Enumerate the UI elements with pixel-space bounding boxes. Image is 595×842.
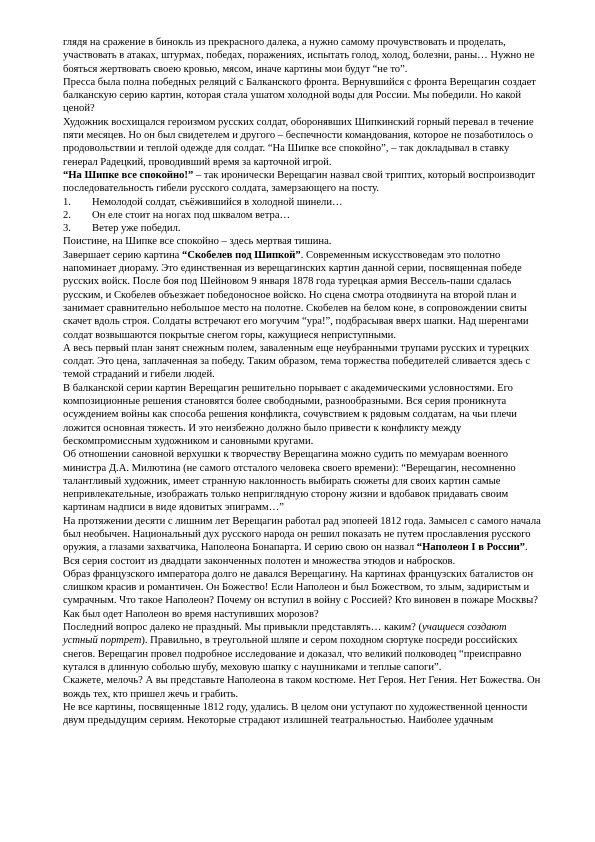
triptych-list <box>63 196 541 236</box>
document-page <box>63 36 541 727</box>
napoleon-series-title: “Наполеон I в России” <box>416 542 525 554</box>
list-item: 3. Ветер уже победил. <box>63 223 181 235</box>
triptych-title: “На Шипке все спокойно!” <box>63 169 194 181</box>
paragraph-paintings-1812: Не все картины, посвященные 1812 году, удались. В целом они уступают по художественной ценности двум предыдущим сериям. Некоторые страдают излишней театральностью. Наиболее удачным <box>63 701 528 727</box>
paragraph-1812: На протяжении десяти с лишним лет Верещагин работал рад эпопеей 1812 года. Замысел с самого начала был необычен. Национальный дух русского народа он решил показать не путем прославления русского оружия, а глазами захватчика, Наполеона Бонапарта. И серию свою он назвал “Наполеон I в России”. Вся серия состоит из двадцати законченных полотен и множества этюдов и набросков. <box>63 515 541 567</box>
paragraph-silence: Поистине, на Шипке все спокойно – здесь мертвая тишина. <box>63 236 332 248</box>
paragraph-intro: глядя на сражение в бинокль из прекрасного далека, а нужно самому прочувствовать и проделать, участвовать в атаках, штурмах, победах, поражениях, испытать голод, холод, болезни, раны… Нужно не бояться жертвовать своею кровью, мясом, иначе картины мои будут “не то”. <box>63 37 535 75</box>
skobelev-title: “Скобелев под Шипкой” <box>182 249 301 261</box>
paragraph-triptych <box>63 169 541 196</box>
list-item: 1. Немолодой солдат, съёжившийся в холодной шинели… <box>63 196 343 208</box>
paragraph-skobelev: Завершает серию картина “Скобелев под Шипкой”. Современным искусствоведам это полотно напоминает диораму. Это единственная из верещагинских картин данной серии, посвященная победе русских войск. После боя под Шейновом 9 января 1878 года турецкая армия Вессель-паши сдалась русским, и Скобелев объезжает победоносное войско. Но сцена смотра отодвинута на второй план и занимает сравнительно небольшое место на полотне. Скобелев на белом коне, в сопровождении свиты скачет вдоль строя. Солдаты встречают его могучим “ура!”, подбрасывая вверх шапки. Над шеренгами солдат возвышаются покрытые снегом горы, кажущиеся неприступными. <box>63 249 529 341</box>
paragraph-press: Пресса была полна победных реляций с Балканского фронта. Вернувшийся с фронта Верещагин создает балканскую серию картин, которая стала ушатом холодной воды для России. Мы победили. Но какой ценой? <box>63 76 536 115</box>
paragraph-shipka-heroism: Художник восхищался героизмом русских солдат, оборонявших Шипкинский горный перевал в течение пяти месяцев. Но он был свидетелем и другого – беспечности командования, которое не позаботилось о продовольствии и теплой одежде для солдат. “На Шипке все спокойно”, – так докладывал в ставку генерал Радецкий, проводивший время за карточной игрой. <box>63 116 534 168</box>
paragraph-napoleon-image: Образ французского императора долго не давался Верещагину. На картинах французских баталистов он слишком красив и романтичен. Он Божество! Если Наполеон и был Божеством, то злым, задиристым и сумрачным. Что такое Наполеон? Почему он вступил в войну с Россией? Кто виновен в пожаре Москвы? Как был одет Наполеон во время наступивших морозов? <box>63 568 538 620</box>
student-task-note: учащиеся создают устный портрет <box>63 622 507 647</box>
paragraph-no-hero: Скажете, мелочь? А вы представьте Наполеона в таком костюме. Нет Героя. Нет Гения. Нет Божества. Он вождь тех, кто пришел жечь и грабить. <box>63 675 541 700</box>
paragraph-balkan-series: В балканской серии картин Верещагин решительно порывает с академическими условностями. Его композиционные решения становятся более свободными, разнообразными. Вся серия проникнута осуждением войны как способа решения конфликта, сочувствием к рядовым солдатам, на чьи плечи ложится основная тяжесть. И это неизбежно должно было привести к конфликту между бескомпромиссным художником и сановными кругами. <box>63 382 517 447</box>
paragraph-milyutin: Об отношении сановной верхушки к творчеству Верещагина можно судить по мемуарам военного министра Д.А. Милютина (не самого отсталого человека своего времени): “Верещагин, несомненно талантливый художник, имеет странную наклонность выбирать сюжеты для своих картин самые непривлекательные, изображать только неприглядную сторону жизни и вдобавок придавать своим картинам надписи в виде ядовитых эпиграмм…” <box>63 449 516 514</box>
paragraph-napoleon-costume: Последний вопрос далеко не праздный. Мы привыкли представлять… каким? (учащиеся создают устный портрет). Правильно, в треугольной шляпе и сером походном сюртуке посреди российских снегов. Верещагин провел подробное исследование и доказал, что великий полководец “преисправно кутался в длинную соболью шубу, меховую шапку с наушниками и теплые сапоги”. <box>63 622 522 673</box>
list-item: 2. Он еле стоит на ногах под шквалом ветра… <box>63 209 291 221</box>
triptych-desc: – так иронически Верещагин назвал свой триптих, который воспроизводит последовательность гибели русского солдата, замерзающего на посту. <box>63 169 536 195</box>
paragraph-foreground: А весь первый план занят снежным полем, заваленным еще неубранными трупами русских и турецких солдат. Это цена, заплаченная за победу. Таким образом, тема торжества победителей сливается здесь с темой страданий и гибели людей. <box>63 342 531 381</box>
